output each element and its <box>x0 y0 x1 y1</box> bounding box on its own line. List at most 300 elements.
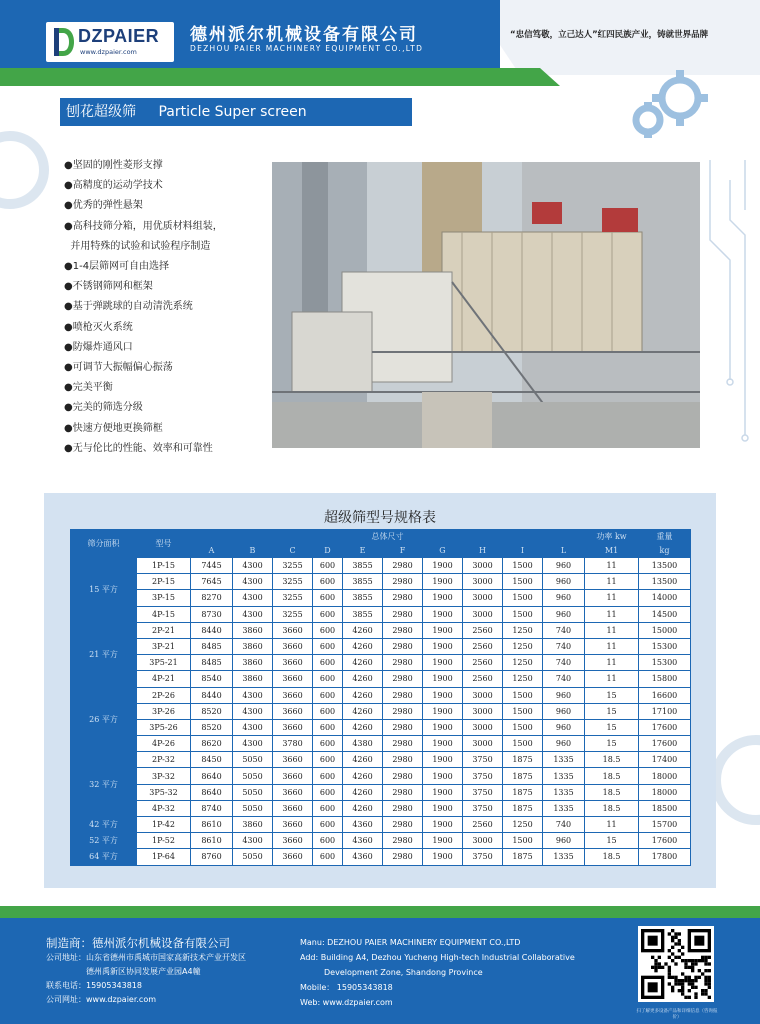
feature-item: ●不锈钢筛网和框架 <box>64 281 153 293</box>
spec-table-body <box>71 558 691 866</box>
qr-code-icon <box>641 929 711 999</box>
value-cell: 2980 <box>383 671 423 687</box>
area-cell: 15 平方 <box>71 558 137 623</box>
value-cell: 17400 <box>639 752 691 768</box>
value-cell: 17800 <box>639 849 691 865</box>
value-cell: 8740 <box>191 800 233 816</box>
value-cell: 15 <box>585 703 639 719</box>
value-cell: 960 <box>543 606 585 622</box>
value-cell: 2980 <box>383 768 423 784</box>
value-cell: 960 <box>543 574 585 590</box>
value-cell: 1250 <box>503 622 543 638</box>
value-cell: 600 <box>313 590 343 606</box>
address-en-1: Add: Building A4, Dezhou Yucheng High-tech Industrial Collaborative <box>300 953 575 962</box>
value-cell: 2560 <box>463 622 503 638</box>
table-row <box>71 590 691 606</box>
value-cell: 1900 <box>423 784 463 800</box>
value-cell: 960 <box>543 719 585 735</box>
value-cell: 3255 <box>273 590 313 606</box>
value-cell: 740 <box>543 655 585 671</box>
value-cell: 3855 <box>343 558 383 574</box>
value-cell: 1335 <box>543 800 585 816</box>
value-cell: 15800 <box>639 671 691 687</box>
value-cell: 740 <box>543 638 585 654</box>
value-cell: 2980 <box>383 574 423 590</box>
feature-item: ●高精度的运动学技术 <box>64 180 163 192</box>
power-unit: M1 <box>585 544 639 558</box>
value-cell: 600 <box>313 687 343 703</box>
value-cell: 8540 <box>191 671 233 687</box>
value-cell: 960 <box>543 736 585 752</box>
value-cell: 2980 <box>383 622 423 638</box>
value-cell: 3000 <box>463 736 503 752</box>
value-cell: 3660 <box>273 817 313 833</box>
value-cell: 4260 <box>343 752 383 768</box>
value-cell: 14000 <box>639 590 691 606</box>
value-cell: 600 <box>313 752 343 768</box>
area-cell: 21 平方 <box>71 622 137 687</box>
feature-item: ●1-4层筛网可自由选择 <box>64 261 170 273</box>
value-cell: 3000 <box>463 558 503 574</box>
value-cell: 7645 <box>191 574 233 590</box>
value-cell: 3860 <box>233 671 273 687</box>
feature-item: ●完美平衡 <box>64 382 113 394</box>
logo-url: www.dzpaier.com <box>80 48 137 56</box>
model-cell: 4P-26 <box>137 736 191 752</box>
value-cell: 2980 <box>383 817 423 833</box>
address-cn-1: 公司地址：山东省德州市禹城市国家高新技术产业开发区 <box>46 953 246 962</box>
value-cell: 11 <box>585 606 639 622</box>
table-row <box>71 606 691 622</box>
value-cell: 4360 <box>343 817 383 833</box>
model-cell: 4P-21 <box>137 671 191 687</box>
value-cell: 600 <box>313 736 343 752</box>
value-cell: 1900 <box>423 833 463 849</box>
value-cell: 1250 <box>503 655 543 671</box>
header-area: 筛分面积 <box>71 530 137 558</box>
value-cell: 11 <box>585 671 639 687</box>
value-cell: 1900 <box>423 817 463 833</box>
value-cell: 16600 <box>639 687 691 703</box>
value-cell: 11 <box>585 655 639 671</box>
value-cell: 960 <box>543 833 585 849</box>
value-cell: 740 <box>543 817 585 833</box>
value-cell: 3780 <box>273 736 313 752</box>
spec-table <box>70 529 691 866</box>
value-cell: 1900 <box>423 849 463 865</box>
value-cell: 3855 <box>343 606 383 622</box>
value-cell: 11 <box>585 638 639 654</box>
value-cell: 2980 <box>383 606 423 622</box>
value-cell: 1500 <box>503 558 543 574</box>
table-row <box>71 703 691 719</box>
value-cell: 600 <box>313 833 343 849</box>
model-cell: 2P-26 <box>137 687 191 703</box>
value-cell: 1500 <box>503 719 543 735</box>
value-cell: 17600 <box>639 719 691 735</box>
model-cell: 3P-32 <box>137 768 191 784</box>
value-cell: 2980 <box>383 784 423 800</box>
dim-col-header: L <box>543 544 585 558</box>
phone-cn: 联系电话：15905343818 <box>46 981 142 990</box>
value-cell: 3660 <box>273 671 313 687</box>
value-cell: 3000 <box>463 833 503 849</box>
value-cell: 600 <box>313 606 343 622</box>
value-cell: 4300 <box>233 606 273 622</box>
value-cell: 15 <box>585 719 639 735</box>
value-cell: 2980 <box>383 590 423 606</box>
value-cell: 11 <box>585 622 639 638</box>
value-cell: 18.5 <box>585 784 639 800</box>
area-cell: 64 平方 <box>71 849 137 865</box>
value-cell: 1900 <box>423 622 463 638</box>
value-cell: 1900 <box>423 768 463 784</box>
header-weight: 重量 <box>639 530 691 544</box>
value-cell: 18.5 <box>585 800 639 816</box>
feature-item: ●无与伦比的性能、效率和可靠性 <box>64 442 213 454</box>
value-cell: 1500 <box>503 590 543 606</box>
value-cell: 1875 <box>503 849 543 865</box>
model-cell: 3P-21 <box>137 638 191 654</box>
value-cell: 600 <box>313 655 343 671</box>
value-cell: 3855 <box>343 574 383 590</box>
value-cell: 3750 <box>463 849 503 865</box>
area-cell: 26 平方 <box>71 687 137 752</box>
table-row <box>71 719 691 735</box>
header-model: 型号 <box>137 530 191 558</box>
value-cell: 2980 <box>383 687 423 703</box>
value-cell: 13500 <box>639 558 691 574</box>
model-cell: 3P-15 <box>137 590 191 606</box>
value-cell: 8440 <box>191 622 233 638</box>
table-row <box>71 622 691 638</box>
value-cell: 1875 <box>503 784 543 800</box>
area-cell: 52 平方 <box>71 833 137 849</box>
value-cell: 2980 <box>383 752 423 768</box>
company-logo <box>46 22 174 62</box>
value-cell: 8640 <box>191 768 233 784</box>
value-cell: 7445 <box>191 558 233 574</box>
value-cell: 15 <box>585 833 639 849</box>
feature-item: 并用特殊的试验和试验程序制造 <box>64 240 211 252</box>
value-cell: 3255 <box>273 606 313 622</box>
model-cell: 1P-64 <box>137 849 191 865</box>
value-cell: 1875 <box>503 800 543 816</box>
value-cell: 3000 <box>463 606 503 622</box>
manufacturer-en: Manu: DEZHOU PAIER MACHINERY EQUIPMENT CO.,LTD <box>300 938 521 947</box>
value-cell: 4260 <box>343 655 383 671</box>
value-cell: 2980 <box>383 736 423 752</box>
value-cell: 3750 <box>463 800 503 816</box>
footer-en-contact <box>300 935 575 1010</box>
value-cell: 13500 <box>639 574 691 590</box>
table-row <box>71 833 691 849</box>
model-cell: 3P5-26 <box>137 719 191 735</box>
value-cell: 4260 <box>343 784 383 800</box>
value-cell: 17600 <box>639 833 691 849</box>
maker-cn: 制造商：德州派尔机械设备有限公司 <box>46 936 230 950</box>
table-row <box>71 817 691 833</box>
value-cell: 15300 <box>639 655 691 671</box>
footer-green-stripe <box>0 906 760 918</box>
value-cell: 1900 <box>423 736 463 752</box>
mobile-en: Mobile： 15905343818 <box>300 983 393 992</box>
value-cell: 1500 <box>503 833 543 849</box>
value-cell: 5050 <box>233 849 273 865</box>
value-cell: 4360 <box>343 849 383 865</box>
value-cell: 3255 <box>273 574 313 590</box>
value-cell: 1900 <box>423 687 463 703</box>
value-cell: 1500 <box>503 606 543 622</box>
value-cell: 2980 <box>383 719 423 735</box>
model-cell: 3P5-32 <box>137 784 191 800</box>
value-cell: 1875 <box>503 752 543 768</box>
value-cell: 2980 <box>383 849 423 865</box>
dim-col-header: E <box>343 544 383 558</box>
value-cell: 1900 <box>423 800 463 816</box>
table-row <box>71 558 691 574</box>
product-title <box>60 98 412 126</box>
value-cell: 4260 <box>343 703 383 719</box>
value-cell: 18000 <box>639 768 691 784</box>
qr-code[interactable] <box>638 926 714 1002</box>
value-cell: 15 <box>585 687 639 703</box>
value-cell: 18000 <box>639 784 691 800</box>
table-row <box>71 638 691 654</box>
value-cell: 600 <box>313 719 343 735</box>
value-cell: 11 <box>585 590 639 606</box>
feature-item: ●可调节大振幅偏心振荡 <box>64 362 173 374</box>
table-row <box>71 768 691 784</box>
value-cell: 3855 <box>343 590 383 606</box>
value-cell: 4300 <box>233 574 273 590</box>
model-cell: 1P-52 <box>137 833 191 849</box>
value-cell: 3660 <box>273 719 313 735</box>
address-cn-2: 德州禹新区协同发展产业园A4幢 <box>86 967 201 976</box>
dim-col-header: B <box>233 544 273 558</box>
model-cell: 3P-26 <box>137 703 191 719</box>
value-cell: 8520 <box>191 719 233 735</box>
value-cell: 3000 <box>463 590 503 606</box>
value-cell: 3255 <box>273 558 313 574</box>
value-cell: 4260 <box>343 671 383 687</box>
value-cell: 3660 <box>273 687 313 703</box>
value-cell: 5050 <box>233 800 273 816</box>
qr-caption: 扫了解更多设备产品和详细信息（咨询报价） <box>636 1009 718 1020</box>
value-cell: 3860 <box>233 655 273 671</box>
dim-col-header: C <box>273 544 313 558</box>
header-power: 功率 kw <box>585 530 639 544</box>
value-cell: 4260 <box>343 638 383 654</box>
address-en-2: Development Zone, Shandong Province <box>324 968 483 977</box>
value-cell: 1500 <box>503 736 543 752</box>
value-cell: 1900 <box>423 574 463 590</box>
value-cell: 8620 <box>191 736 233 752</box>
value-cell: 15700 <box>639 817 691 833</box>
value-cell: 1250 <box>503 817 543 833</box>
value-cell: 15300 <box>639 638 691 654</box>
value-cell: 3660 <box>273 849 313 865</box>
value-cell: 15000 <box>639 622 691 638</box>
value-cell: 600 <box>313 671 343 687</box>
value-cell: 3660 <box>273 703 313 719</box>
feature-item: ●坚固的刚性菱形支撑 <box>64 160 163 171</box>
value-cell: 2980 <box>383 703 423 719</box>
value-cell: 11 <box>585 558 639 574</box>
dim-col-header: F <box>383 544 423 558</box>
value-cell: 960 <box>543 703 585 719</box>
value-cell: 3750 <box>463 784 503 800</box>
value-cell: 14500 <box>639 606 691 622</box>
value-cell: 4260 <box>343 768 383 784</box>
value-cell: 8730 <box>191 606 233 622</box>
value-cell: 740 <box>543 622 585 638</box>
feature-item: ●优秀的弹性悬架 <box>64 200 143 212</box>
value-cell: 960 <box>543 590 585 606</box>
value-cell: 2980 <box>383 638 423 654</box>
value-cell: 1900 <box>423 703 463 719</box>
value-cell: 600 <box>313 574 343 590</box>
value-cell: 4300 <box>233 719 273 735</box>
logo-text: DZPAIER <box>78 26 160 46</box>
value-cell: 4300 <box>233 558 273 574</box>
area-cell: 32 平方 <box>71 752 137 817</box>
table-row <box>71 687 691 703</box>
value-cell: 1900 <box>423 655 463 671</box>
value-cell: 8485 <box>191 638 233 654</box>
model-cell: 1P-15 <box>137 558 191 574</box>
dim-col-header: H <box>463 544 503 558</box>
value-cell: 1335 <box>543 752 585 768</box>
value-cell: 1900 <box>423 606 463 622</box>
table-row <box>71 574 691 590</box>
value-cell: 3000 <box>463 703 503 719</box>
value-cell: 2560 <box>463 655 503 671</box>
value-cell: 600 <box>313 622 343 638</box>
table-row <box>71 752 691 768</box>
area-cell: 42 平方 <box>71 817 137 833</box>
dim-col-header: D <box>313 544 343 558</box>
table-row <box>71 849 691 865</box>
value-cell: 1335 <box>543 784 585 800</box>
feature-item: ●高科技筛分箱，用优质材料组装， <box>64 220 223 232</box>
value-cell: 2980 <box>383 800 423 816</box>
value-cell: 1875 <box>503 768 543 784</box>
header-dims: 总体尺寸 <box>191 530 585 544</box>
value-cell: 1900 <box>423 719 463 735</box>
value-cell: 1900 <box>423 558 463 574</box>
value-cell: 17600 <box>639 736 691 752</box>
product-title-en: Particle Super screen <box>158 104 307 120</box>
company-name-cn: 德州派尔机械设备有限公司 <box>190 25 418 45</box>
value-cell: 2980 <box>383 558 423 574</box>
value-cell: 4260 <box>343 719 383 735</box>
model-cell: 4P-15 <box>137 606 191 622</box>
slogan: “忠信笃敬，立己达人”红四民族产业，铸就世界品牌 <box>510 30 709 40</box>
value-cell: 3860 <box>233 817 273 833</box>
value-cell: 3000 <box>463 719 503 735</box>
gear-icon <box>0 130 70 250</box>
value-cell: 3660 <box>273 768 313 784</box>
value-cell: 4380 <box>343 736 383 752</box>
value-cell: 600 <box>313 817 343 833</box>
weight-unit: kg <box>639 544 691 558</box>
value-cell: 8520 <box>191 703 233 719</box>
table-row <box>71 784 691 800</box>
value-cell: 5050 <box>233 784 273 800</box>
value-cell: 600 <box>313 768 343 784</box>
model-cell: 1P-42 <box>137 817 191 833</box>
value-cell: 18500 <box>639 800 691 816</box>
value-cell: 8610 <box>191 817 233 833</box>
value-cell: 600 <box>313 784 343 800</box>
value-cell: 1900 <box>423 752 463 768</box>
value-cell: 3660 <box>273 622 313 638</box>
feature-list <box>64 156 269 459</box>
value-cell: 3660 <box>273 638 313 654</box>
value-cell: 2980 <box>383 833 423 849</box>
value-cell: 600 <box>313 849 343 865</box>
model-cell: 2P-15 <box>137 574 191 590</box>
model-cell: 3P5-21 <box>137 655 191 671</box>
feature-item: ●防爆炸通风口 <box>64 341 133 353</box>
value-cell: 1500 <box>503 703 543 719</box>
value-cell: 1900 <box>423 590 463 606</box>
value-cell: 2560 <box>463 817 503 833</box>
header <box>0 0 760 86</box>
value-cell: 5050 <box>233 768 273 784</box>
value-cell: 3000 <box>463 574 503 590</box>
feature-item: ●基于弹跳球的自动清洗系统 <box>64 301 193 313</box>
value-cell: 600 <box>313 800 343 816</box>
value-cell: 18.5 <box>585 752 639 768</box>
dim-col-header: I <box>503 544 543 558</box>
value-cell: 4260 <box>343 687 383 703</box>
model-cell: 4P-32 <box>137 800 191 816</box>
value-cell: 17100 <box>639 703 691 719</box>
value-cell: 1250 <box>503 638 543 654</box>
website-cn: 公司网址：www.dzpaier.com <box>46 995 157 1004</box>
value-cell: 960 <box>543 687 585 703</box>
value-cell: 4300 <box>233 736 273 752</box>
value-cell: 2560 <box>463 638 503 654</box>
value-cell: 11 <box>585 574 639 590</box>
value-cell: 1500 <box>503 574 543 590</box>
product-photo <box>272 162 700 448</box>
value-cell: 8640 <box>191 784 233 800</box>
logo-mark-icon <box>52 26 76 58</box>
dim-col-header: A <box>191 544 233 558</box>
value-cell: 2980 <box>383 655 423 671</box>
value-cell: 1250 <box>503 671 543 687</box>
value-cell: 1500 <box>503 687 543 703</box>
website-en: Web: www.dzpaier.com <box>300 998 393 1007</box>
table-row <box>71 736 691 752</box>
value-cell: 4300 <box>233 703 273 719</box>
feature-item: ●完美的筛选分级 <box>64 402 143 414</box>
value-cell: 8760 <box>191 849 233 865</box>
value-cell: 600 <box>313 703 343 719</box>
value-cell: 4260 <box>343 622 383 638</box>
value-cell: 8440 <box>191 687 233 703</box>
value-cell: 1335 <box>543 768 585 784</box>
footer-cn-contact <box>46 935 246 1007</box>
value-cell: 3660 <box>273 752 313 768</box>
value-cell: 3860 <box>233 638 273 654</box>
value-cell: 3660 <box>273 784 313 800</box>
value-cell: 3860 <box>233 622 273 638</box>
value-cell: 3660 <box>273 800 313 816</box>
